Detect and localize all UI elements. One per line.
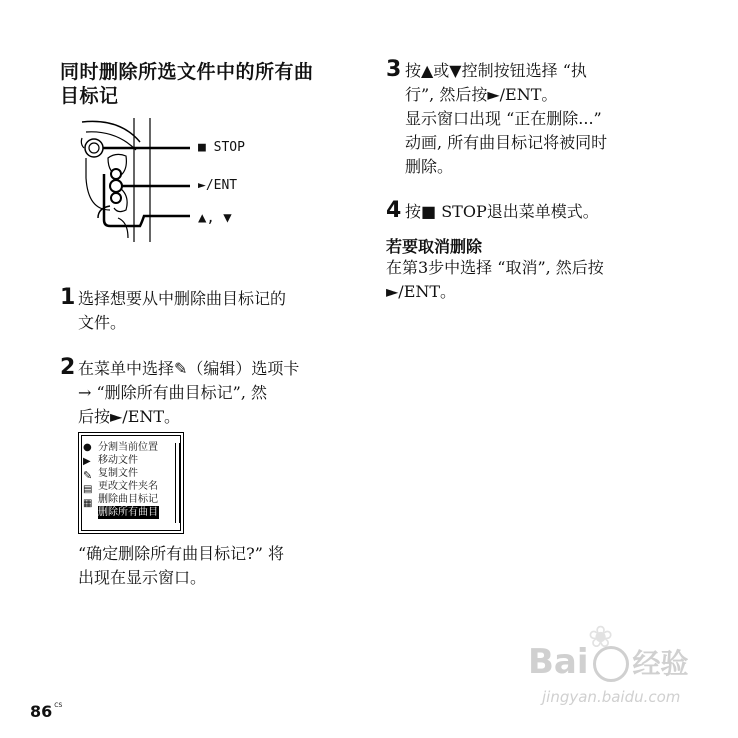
page-lang: CS <box>54 702 63 709</box>
step-3-line: 删除。 <box>405 157 454 176</box>
watermark <box>528 620 718 710</box>
section-title-line2: 目标记 <box>60 85 119 107</box>
step-1-number: 1 <box>60 285 76 310</box>
updown-label: ▲, ▼ <box>198 210 232 226</box>
confirm-line: “确定删除所有曲目标记?” 将 <box>78 544 285 563</box>
confirm-text <box>78 542 358 590</box>
step-4-line: 按■ STOP退出菜单模式。 <box>405 202 599 221</box>
step-4-text <box>405 200 705 224</box>
step-2-line: → “删除所有曲目标记”, 然 <box>78 383 268 402</box>
edit-icon: ✎ <box>83 469 93 482</box>
step-1-line: 文件。 <box>78 313 127 332</box>
du-mark <box>593 646 629 682</box>
menu-icon-column <box>83 441 97 511</box>
ent-label: ►/ENT <box>198 178 238 193</box>
display-icon: ▤ <box>83 484 93 495</box>
step-2-number: 2 <box>60 355 76 380</box>
section-title-line1: 同时删除所选文件中的所有曲 <box>60 61 314 83</box>
section-title <box>60 60 360 108</box>
step-2-text <box>78 357 358 429</box>
step-1-line: 选择想要从中删除曲目标记的 <box>78 289 287 308</box>
watermark-brand <box>528 642 689 682</box>
watermark-brand-a: Bai <box>528 642 589 682</box>
play-icon: ▶ <box>83 456 91 467</box>
toolbox-icon: ▦ <box>83 498 93 509</box>
menu-item[interactable]: 更改文件夹名 <box>98 481 158 492</box>
step-3-line: 按▲或▼控制按钮选择 “执 <box>405 61 587 80</box>
page-number <box>30 702 62 721</box>
step-3-text <box>405 59 705 179</box>
menu-display <box>78 432 184 534</box>
step-3-line: 行”, 然后按►/ENT。 <box>405 85 558 104</box>
cancel-text <box>386 256 706 304</box>
step-2-line: 在菜单中选择✎（编辑）选项卡 <box>78 359 300 378</box>
paw-icon: ❀ <box>588 620 614 655</box>
step-3-number: 3 <box>386 57 402 82</box>
step-4-number: 4 <box>386 198 402 223</box>
step-3-line: 动画, 所有曲目标记将被同时 <box>405 133 608 152</box>
menu-scrollbar[interactable] <box>175 443 180 523</box>
cancel-line: 在第3步中选择 “取消”, 然后按 <box>386 258 604 277</box>
confirm-line: 出现在显示窗口。 <box>78 568 207 587</box>
menu-item[interactable]: 复制文件 <box>98 468 138 479</box>
device-drawing <box>80 118 190 244</box>
cancel-heading: 若要取消删除 <box>386 237 483 256</box>
menu-item[interactable]: 移动文件 <box>98 455 138 466</box>
stop-label: ■ STOP <box>198 140 245 155</box>
watermark-url: jingyan.baidu.com <box>542 688 681 706</box>
step-3-line: 显示窗口出现 “正在删除...” <box>405 109 602 128</box>
menu-item[interactable]: 分割当前位置 <box>98 442 158 453</box>
step-1-text <box>78 287 348 335</box>
cancel-line: ►/ENT。 <box>386 282 457 301</box>
mic-icon: ● <box>83 442 92 453</box>
menu-item-selected[interactable]: 删除所有曲目 <box>98 507 158 518</box>
step-2-line: 后按►/ENT。 <box>78 407 181 426</box>
menu-item[interactable]: 删除曲目标记 <box>98 494 158 505</box>
device-illustration <box>80 118 190 244</box>
watermark-brand-b: 经验 <box>632 647 689 680</box>
page-number-value: 86 <box>30 702 53 721</box>
menu-list <box>98 441 159 519</box>
